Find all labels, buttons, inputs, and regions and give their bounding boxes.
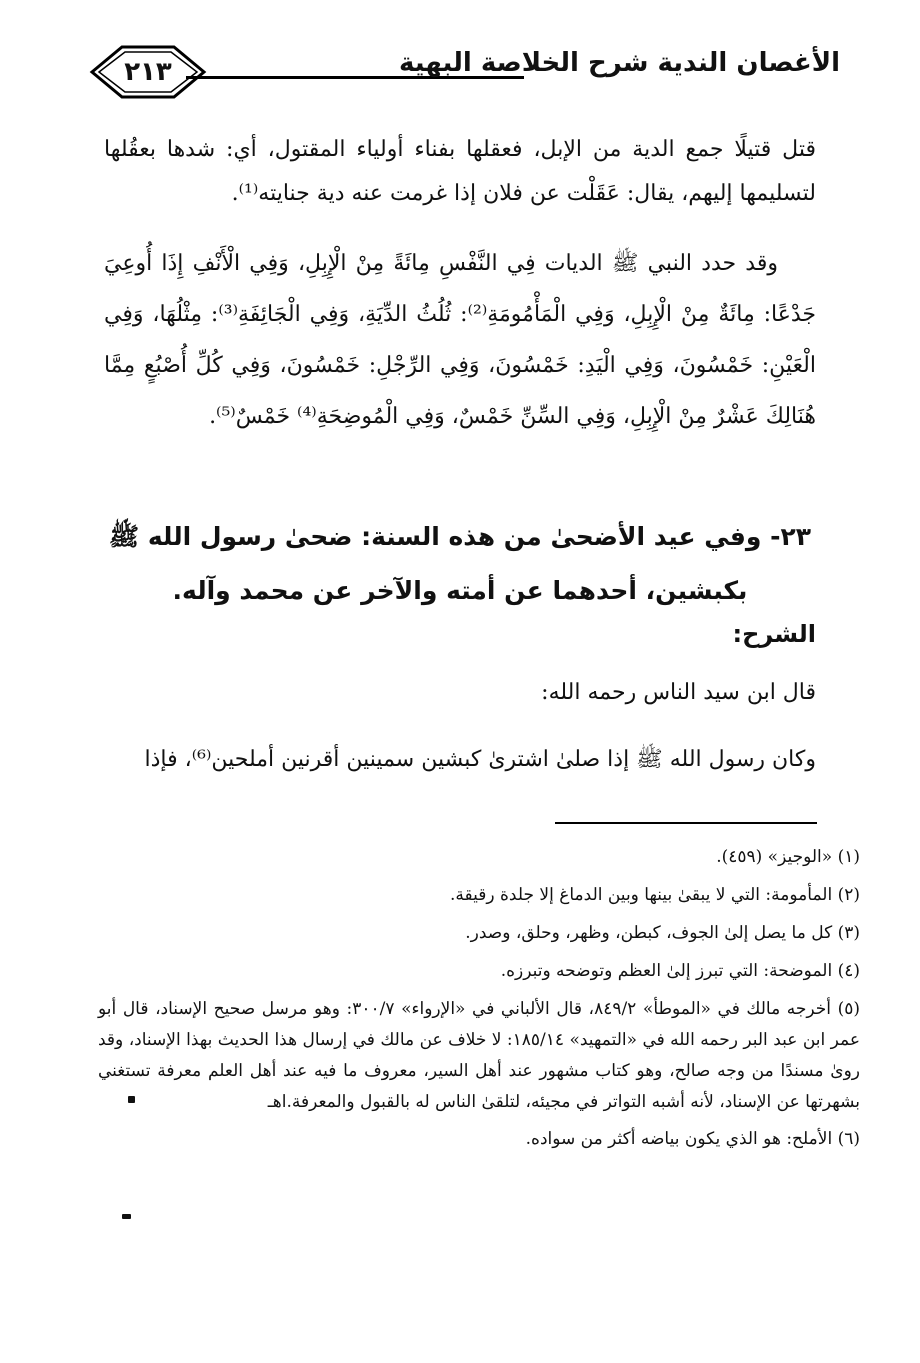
footnotes: [98, 842, 860, 1162]
quote-intro: قال ابن سيد الناس رحمه الله:: [541, 680, 816, 705]
footnote-3: (٣) كل ما يصل إلىٰ الجوف، كبطن، وظهر، وحلق، وصدر.: [465, 923, 860, 943]
page-header: [88, 38, 840, 108]
ink-speck: [122, 1214, 131, 1219]
section-heading-23: ٢٣- وفي عيد الأضحىٰ من هذه السنة: ضحىٰ رسول الله ﷺ بكبشين، أحدهما عن أمته والآخر عن محمد وآله.: [108, 522, 812, 605]
footnote-4: (٤) الموضحة: التي تبرز إلىٰ العظم وتوضحه وتبرزه.: [500, 961, 860, 981]
page-number: ٢١٣: [124, 57, 172, 87]
footnote-separator: [555, 822, 817, 824]
page-number-badge: [88, 44, 208, 100]
paragraph-1: قتل قتيلًا جمع الدية من الإبل، فعقلها بفناء أولياء المقتول، أي: شدها بعقُلها لتسليمها إليهم، يقال: عَقَلْت عن فلان إذا غرمت عنه دية جنايته⁽¹⁾.: [104, 137, 816, 206]
sharh-label: الشرح:: [732, 620, 816, 648]
paragraph-2: وقد حدد النبي ﷺ الديات فِي النَّفْسِ مِائَةً مِنْ الْإِبِلِ، وَفِي الْأَنْفِ إِذَا أُوعِيَ جَدْعًا: مِائَةٌ مِنْ الْإِبِلِ، وَفِي الْمَأْمُومَةِ⁽²⁾: ثُلُثُ الدِّيَةِ، وَفِي الْجَائِفَةِ⁽³⁾: مِثْلُهَا، وَفِي الْعَيْنِ: خَمْسُونَ، وَفِي الْيَدِ: خَمْسُونَ، وَفِي الرِّجْلِ: خَمْسُونَ، وَفِي كُلِّ أُصْبُعٍ مِمَّا هُنَالِكَ عَشْرٌ مِنْ الْإِبِلِ، وَفِي السِّنِّ خَمْسٌ، وَفِي الْمُوضِحَةِ⁽⁴⁾ خَمْسٌ⁽⁵⁾.: [104, 251, 817, 429]
footnote-2: (٢) المأمومة: التي لا يبقىٰ بينها وبين الدماغ إلا جلدة رقيقة.: [450, 885, 860, 905]
footnote-1: (١) «الوجيز» (٤٥٩).: [716, 847, 860, 867]
ink-speck: [128, 1096, 135, 1103]
footnote-5: (٥) أخرجه مالك في «الموطأ» ٨٤٩/٢، قال الألباني في «الإرواء» ٣٠٠/٧: وهو مرسل صحيح الإسناد، قال أبو عمر ابن عبد البر رحمه الله في «التمهيد» ١٨٥/١٤: لا خلاف عن مالك في إرسال هذا الحديث بهذا الإسناد، وقد روىٰ مسندًا من وجه صالح، وهو كتاب مشهور عند أهل السير، معروف ما فيه عند أهل العلم معرفة تستغني بشهرتها عن الإسناد، لأنه أشبه التواتر في مجيئه، لتلقىٰ الناس له بالقبول والمعرفة.اهـ: [98, 999, 861, 1112]
running-title: الأغصان الندية شرح الخلاصة البهية: [398, 48, 840, 78]
paragraph-3: وكان رسول الله ﷺ إذا صلىٰ اشترىٰ كبشين سمينين أقرنين أملحين⁽⁶⁾، فإذا: [144, 747, 816, 772]
footnote-6: (٦) الأملح: هو الذي يكون بياضه أكثر من سواده.: [525, 1129, 860, 1149]
